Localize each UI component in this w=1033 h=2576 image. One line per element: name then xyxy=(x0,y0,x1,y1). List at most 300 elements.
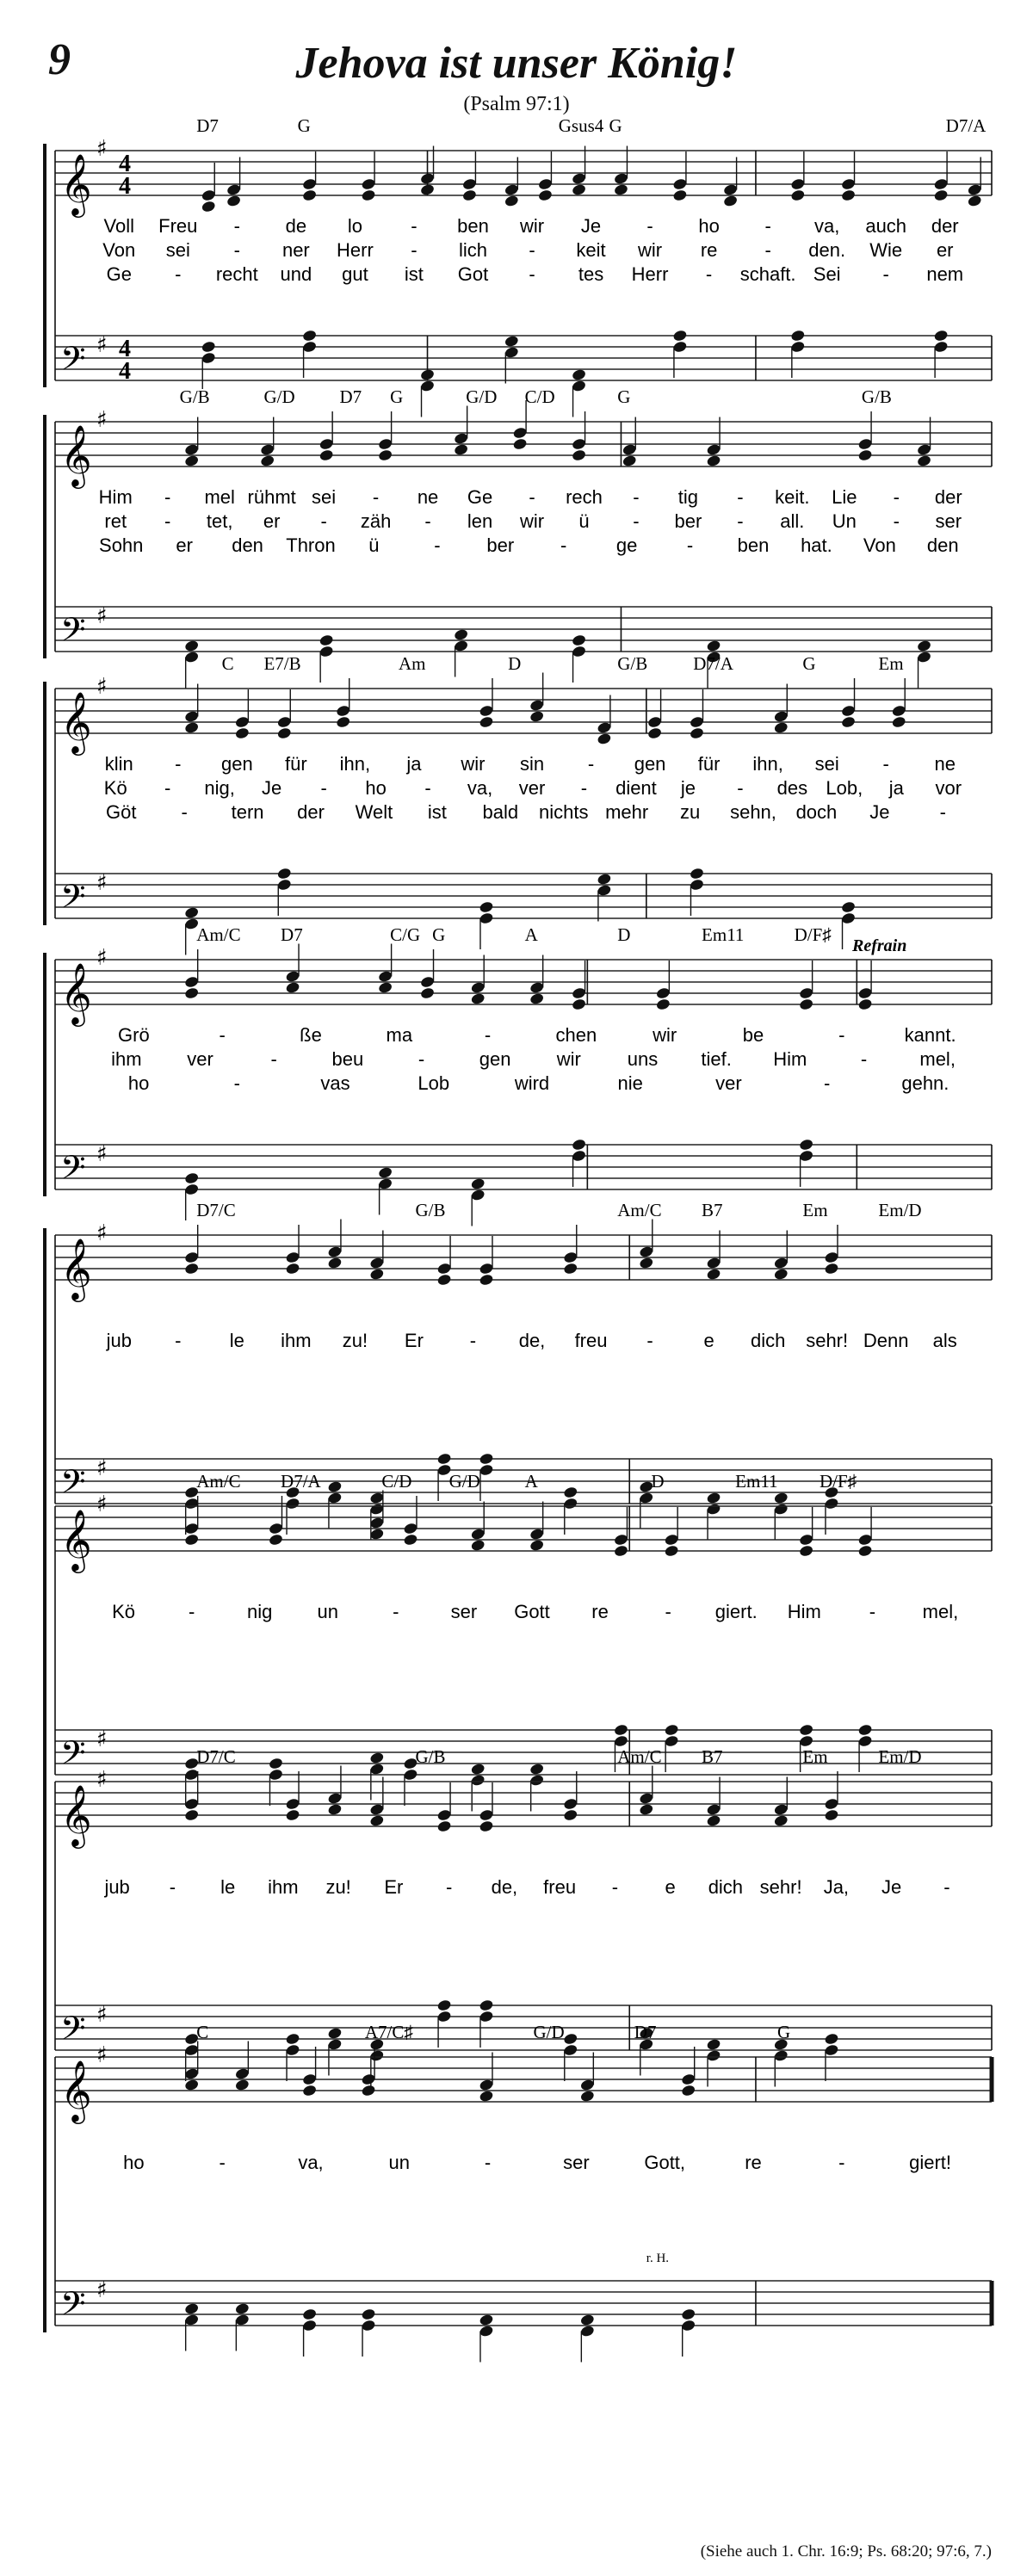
lyric-syllable: Ge xyxy=(467,486,493,508)
lyric-syllable: - xyxy=(175,753,182,775)
note-head xyxy=(799,998,814,1010)
lyric-syllable: nichts xyxy=(538,801,589,823)
treble-clef: 𝄞 xyxy=(60,152,92,215)
note-head xyxy=(706,1814,721,1827)
note-head xyxy=(234,715,250,728)
lyric-syllable: Kö xyxy=(112,1601,135,1622)
lyric-syllable: ret xyxy=(104,510,127,532)
lyric-syllable: kannt. xyxy=(904,1024,956,1046)
lyric-syllable: Sohn xyxy=(99,534,144,556)
lyric-syllable: sei xyxy=(165,239,190,261)
lyric-syllable: ja xyxy=(406,753,422,775)
note-head xyxy=(184,2067,200,2080)
lyric-syllable: - xyxy=(882,263,889,285)
psalm-reference: (Psalm 97:1) xyxy=(463,93,570,115)
lyric-syllable: de, xyxy=(491,1876,518,1898)
chord-symbol: G/D xyxy=(448,1471,480,1492)
lyric-syllable: Him xyxy=(98,486,133,508)
note-head xyxy=(857,1544,873,1557)
note-head xyxy=(579,2079,595,2091)
lyric-syllable: mel, xyxy=(922,1601,959,1622)
note-head xyxy=(327,2038,343,2051)
note-head xyxy=(302,177,318,190)
chord-symbol: D/F♯ xyxy=(794,924,832,945)
key-signature-sharp: ♯ xyxy=(96,2042,108,2068)
note-head xyxy=(302,329,318,342)
note-head xyxy=(184,1522,200,1535)
time-signature-top: 4 xyxy=(119,151,131,177)
note-head xyxy=(378,970,393,983)
note-head xyxy=(479,2010,494,2023)
bass-clef: 𝄢 xyxy=(60,877,86,924)
note-head xyxy=(773,2049,789,2062)
lyric-syllable: doch xyxy=(795,801,838,823)
note-head xyxy=(672,329,688,342)
lyric-syllable: tet, xyxy=(206,510,233,532)
lyric-syllable: - xyxy=(484,1024,492,1046)
note-head xyxy=(285,1797,300,1810)
lyric-syllable: Welt xyxy=(355,801,393,823)
note-head xyxy=(614,183,629,196)
note-head xyxy=(538,188,554,201)
note-head xyxy=(706,443,721,456)
note-head xyxy=(597,732,612,745)
lyric-syllable: - xyxy=(411,215,418,237)
chord-symbol: Am/C xyxy=(196,924,241,945)
note-head xyxy=(378,981,393,994)
lyric-syllable: ser xyxy=(450,1601,478,1622)
note-head xyxy=(479,1262,494,1275)
note-head xyxy=(799,1723,814,1736)
note-head xyxy=(369,2049,385,2062)
time-signature-top: 4 xyxy=(119,336,131,362)
chord-symbol: B7 xyxy=(702,1200,723,1220)
note-head xyxy=(184,639,200,652)
lyric-syllable: wir xyxy=(461,753,486,775)
note-head xyxy=(436,1262,452,1275)
lyric-syllable: len xyxy=(467,510,493,532)
lyric-syllable: - xyxy=(893,510,900,532)
lyric-syllable: - xyxy=(611,1876,619,1898)
note-head xyxy=(369,1803,385,1816)
note-head xyxy=(285,981,300,994)
lyric-syllable: de, xyxy=(518,1330,546,1351)
note-head xyxy=(319,448,334,461)
lyric-syllable: Je xyxy=(869,801,890,823)
lyric-syllable: - xyxy=(233,239,240,261)
note-head xyxy=(572,380,587,392)
note-head xyxy=(504,195,519,207)
lyric-syllable: auch xyxy=(865,215,907,237)
lyric-syllable: Him xyxy=(787,1601,821,1622)
bass-clef: 𝄢 xyxy=(60,2009,86,2055)
lyric-syllable: - xyxy=(393,1601,399,1622)
note-head xyxy=(403,1768,418,1781)
note-head xyxy=(403,1533,418,1546)
lyric-syllable: - xyxy=(529,239,535,261)
lyric-syllable: jub xyxy=(104,1876,130,1898)
note-head xyxy=(967,195,982,207)
note-head xyxy=(773,1268,789,1281)
note-head xyxy=(824,2032,839,2045)
lyric-syllable: nie xyxy=(617,1072,643,1094)
note-head xyxy=(572,437,587,450)
lyric-syllable: Von xyxy=(102,239,136,261)
lyric-syllable: nem xyxy=(926,263,964,285)
note-head xyxy=(276,715,292,728)
note-head xyxy=(361,2307,376,2320)
note-head xyxy=(234,726,250,739)
note-head xyxy=(234,2079,250,2091)
lyric-syllable: Von xyxy=(863,534,896,556)
note-head xyxy=(327,2027,343,2040)
lyric-syllable: wir xyxy=(519,510,545,532)
note-head xyxy=(664,1723,679,1736)
treble-clef: 𝄞 xyxy=(60,1783,92,1846)
note-head xyxy=(184,1768,200,1781)
lyric-syllable: dich xyxy=(708,1876,744,1898)
lyric-syllable: le xyxy=(229,1330,244,1351)
lyric-syllable: chen xyxy=(555,1024,597,1046)
note-head xyxy=(512,437,528,450)
lyric-syllable: ho xyxy=(123,2152,145,2173)
note-head xyxy=(184,2313,200,2326)
lyric-syllable: ja xyxy=(888,777,904,799)
lyric-syllable: Er xyxy=(384,1876,404,1898)
lyric-syllable: sin xyxy=(519,753,545,775)
note-head xyxy=(184,1533,200,1546)
note-head xyxy=(672,177,688,190)
treble-clef: 𝄞 xyxy=(60,2059,92,2122)
note-head xyxy=(369,1257,385,1269)
note-head xyxy=(824,1251,839,1263)
lyric-syllable: zu xyxy=(679,801,701,823)
note-head xyxy=(361,2073,376,2085)
note-head xyxy=(184,443,200,456)
note-head xyxy=(461,188,477,201)
lyric-syllable: Je xyxy=(580,215,602,237)
lyric-syllable: der xyxy=(297,801,325,823)
note-head xyxy=(841,911,857,924)
chord-symbol: B7 xyxy=(702,1746,723,1767)
note-head xyxy=(479,2313,494,2326)
note-head xyxy=(857,1723,873,1736)
treble-clef: 𝄞 xyxy=(60,1508,92,1571)
lyric-syllable: - xyxy=(219,2152,226,2173)
note-head xyxy=(260,454,275,467)
note-head xyxy=(184,2043,200,2056)
note-head xyxy=(538,177,554,190)
note-head xyxy=(614,1723,629,1736)
note-head xyxy=(529,1763,545,1776)
lyric-syllable: - xyxy=(233,215,240,237)
note-head xyxy=(327,1792,343,1805)
lyric-syllable: - xyxy=(860,1048,868,1070)
note-head xyxy=(579,2313,595,2326)
lyric-syllable: be xyxy=(742,1024,764,1046)
chord-symbol: D7 xyxy=(281,924,303,945)
lyric-syllable: e xyxy=(665,1876,676,1898)
note-head xyxy=(226,183,242,196)
key-signature-sharp: ♯ xyxy=(96,407,108,433)
note-head xyxy=(420,172,436,185)
key-signature-sharp: ♯ xyxy=(96,136,108,162)
lyric-syllable: tern xyxy=(231,801,264,823)
note-head xyxy=(454,443,469,456)
note-head xyxy=(369,1763,385,1776)
note-head xyxy=(336,704,351,717)
note-head xyxy=(436,1998,452,2011)
note-head xyxy=(201,340,216,353)
lyric-syllable: - xyxy=(838,2152,845,2173)
chord-symbol: Em/D xyxy=(878,1200,922,1220)
note-head xyxy=(579,2090,595,2103)
note-head xyxy=(647,726,663,739)
key-signature-sharp: ♯ xyxy=(96,2002,108,2028)
lyric-syllable: sei xyxy=(814,753,839,775)
lyric-syllable: Sei xyxy=(813,263,841,285)
lyric-syllable: ben xyxy=(737,534,770,556)
note-head xyxy=(470,981,486,994)
lyric-syllable: beu xyxy=(331,1048,364,1070)
note-head xyxy=(436,1819,452,1832)
note-head xyxy=(403,1522,418,1535)
lyric-syllable: Herr xyxy=(337,239,374,261)
lyric-syllable: - xyxy=(270,1048,277,1070)
note-head xyxy=(706,1257,721,1269)
note-head xyxy=(799,1533,814,1546)
lyric-syllable: Herr xyxy=(631,263,669,285)
lyric-syllable: - xyxy=(633,486,640,508)
note-head xyxy=(327,1480,343,1493)
note-head xyxy=(184,1497,200,1510)
note-head xyxy=(655,986,671,999)
chord-symbol: Am/C xyxy=(617,1746,662,1767)
lyric-syllable: - xyxy=(646,215,653,237)
lyric-syllable: le xyxy=(220,1876,236,1898)
key-signature-sharp: ♯ xyxy=(96,1220,108,1246)
lyric-syllable: Kö xyxy=(103,777,127,799)
note-head xyxy=(302,2307,318,2320)
lyric-syllable: ße xyxy=(300,1024,322,1046)
chord-symbol: D7 xyxy=(634,2022,657,2042)
note-head xyxy=(184,2079,200,2091)
lyric-syllable: ihm xyxy=(268,1876,299,1898)
note-head xyxy=(276,726,292,739)
note-head xyxy=(369,1517,385,1529)
note-head xyxy=(479,1819,494,1832)
note-head xyxy=(512,426,528,439)
note-head xyxy=(184,721,200,734)
note-head xyxy=(436,1452,452,1465)
note-head xyxy=(479,2325,494,2338)
lyric-syllable: schaft. xyxy=(739,263,796,285)
chord-symbol: Em xyxy=(802,1746,828,1767)
lyric-syllable: mel, xyxy=(919,1048,956,1070)
lyric-syllable: ne xyxy=(417,486,439,508)
note-head xyxy=(504,346,519,359)
chord-symbol: Am/C xyxy=(196,1471,241,1492)
chord-symbol: E7/B xyxy=(263,653,301,674)
lyric-syllable: er xyxy=(936,239,954,261)
note-head xyxy=(201,188,216,201)
lyric-syllable: uns xyxy=(627,1048,659,1070)
note-head xyxy=(479,715,494,728)
note-head xyxy=(184,975,200,988)
lyric-syllable: zu! xyxy=(325,1876,351,1898)
chord-symbol: Gsus4 xyxy=(558,115,604,136)
key-signature-sharp: ♯ xyxy=(96,1455,108,1481)
note-head xyxy=(184,1171,200,1184)
note-head xyxy=(706,2038,721,2051)
key-signature-sharp: ♯ xyxy=(96,2277,108,2303)
chord-symbol: D xyxy=(508,653,522,674)
note-head xyxy=(597,721,612,734)
note-head xyxy=(824,1808,839,1821)
chord-symbol: D7/A xyxy=(281,1471,321,1492)
chord-symbol: G/B xyxy=(179,386,210,407)
lyric-syllable: wir xyxy=(638,239,663,261)
note-head xyxy=(285,1251,300,1263)
lyric-syllable: ihm xyxy=(111,1048,142,1070)
note-head xyxy=(470,1539,486,1552)
lyric-syllable: als xyxy=(932,1330,957,1351)
note-head xyxy=(690,867,705,880)
chord-symbol: D7/C xyxy=(196,1746,236,1767)
lyric-syllable: gehn. xyxy=(901,1072,949,1094)
lyric-syllable: - xyxy=(737,486,744,508)
note-head xyxy=(614,1533,629,1546)
note-head xyxy=(285,970,300,983)
lyric-syllable: - xyxy=(233,1072,240,1094)
lyric-syllable: tig xyxy=(677,486,699,508)
lyric-syllable: jub xyxy=(106,1330,132,1351)
lyric-syllable: und xyxy=(280,263,312,285)
note-head xyxy=(184,1808,200,1821)
note-head xyxy=(579,2325,595,2338)
lyric-syllable: - xyxy=(869,1601,876,1622)
lyric-syllable: - xyxy=(580,777,588,799)
chord-symbol: G/B xyxy=(617,653,648,674)
lyric-syllable: - xyxy=(411,239,418,261)
note-head xyxy=(572,172,587,185)
note-head xyxy=(479,900,494,913)
note-head xyxy=(572,645,587,658)
note-head xyxy=(672,188,688,201)
lyric-syllable: ner xyxy=(281,239,310,261)
lyric-syllable: re xyxy=(700,239,718,261)
bass-clef: 𝄢 xyxy=(60,1462,86,1509)
chord-symbol: G/B xyxy=(861,386,892,407)
note-head xyxy=(420,380,436,392)
lyric-syllable: ü xyxy=(368,534,380,556)
chord-symbol: G/D xyxy=(466,386,498,407)
chord-symbol: G/B xyxy=(415,1746,446,1767)
lyric-syllable: Him xyxy=(773,1048,807,1070)
note-head xyxy=(824,1797,839,1810)
note-head xyxy=(773,721,789,734)
lyric-syllable: wir xyxy=(556,1048,581,1070)
note-head xyxy=(799,986,814,999)
note-head xyxy=(470,1189,486,1202)
lyric-syllable: klin xyxy=(104,753,133,775)
lyric-syllable: - xyxy=(169,1876,176,1898)
chord-symbol: C xyxy=(196,2022,209,2042)
lyric-syllable: Gott xyxy=(514,1601,550,1622)
lyric-syllable: - xyxy=(686,534,694,556)
note-head xyxy=(597,873,612,886)
note-head xyxy=(773,1803,789,1816)
chord-symbol: C/D xyxy=(381,1471,412,1492)
right-hand-marking: r. H. xyxy=(646,2252,670,2265)
note-head xyxy=(841,715,857,728)
note-head xyxy=(479,2079,494,2091)
lyric-syllable: - xyxy=(939,801,946,823)
note-head xyxy=(454,628,469,641)
note-head xyxy=(285,1497,300,1510)
note-head xyxy=(857,986,873,999)
note-head xyxy=(276,878,292,891)
lyric-syllable: ber xyxy=(486,534,515,556)
note-head xyxy=(706,1492,721,1504)
key-signature-sharp: ♯ xyxy=(96,1141,108,1167)
note-head xyxy=(664,1533,679,1546)
note-head xyxy=(917,443,932,456)
note-head xyxy=(563,2032,578,2045)
note-head xyxy=(479,1998,494,2011)
lyric-syllable: wir xyxy=(653,1024,677,1046)
note-head xyxy=(378,1166,393,1179)
lyric-syllable: hat. xyxy=(801,534,832,556)
lyric-syllable: er xyxy=(176,534,193,556)
note-head xyxy=(269,1757,284,1770)
key-signature-sharp: ♯ xyxy=(96,1492,108,1517)
note-head xyxy=(184,454,200,467)
note-head xyxy=(327,1803,343,1816)
lyric-syllable: zäh xyxy=(360,510,392,532)
chord-symbol: C/G xyxy=(390,924,421,945)
note-head xyxy=(454,639,469,652)
lyric-syllable: vas xyxy=(320,1072,350,1094)
lyric-syllable: - xyxy=(418,1048,425,1070)
lyric-syllable: nig xyxy=(247,1601,273,1622)
note-head xyxy=(933,188,949,201)
lyric-syllable: recht xyxy=(215,263,258,285)
note-head xyxy=(563,1808,578,1821)
note-head xyxy=(857,437,873,450)
lyric-syllable: gut xyxy=(342,263,368,285)
lyric-syllable: rech xyxy=(566,486,603,508)
lyric-syllable: - xyxy=(943,1876,950,1898)
chord-symbol: C/D xyxy=(524,386,555,407)
lyric-syllable: - xyxy=(424,510,431,532)
chord-symbol: G/D xyxy=(263,386,295,407)
note-head xyxy=(664,1544,679,1557)
note-head xyxy=(655,998,671,1010)
note-head xyxy=(563,1251,578,1263)
note-head xyxy=(790,188,806,201)
note-head xyxy=(319,633,334,646)
note-head xyxy=(420,975,436,988)
refrain-label: Refrain xyxy=(852,936,907,955)
lyric-syllable: - xyxy=(665,1601,671,1622)
lyric-syllable: Je xyxy=(881,1876,902,1898)
key-signature-sharp: ♯ xyxy=(96,603,108,629)
lyric-syllable: Göt xyxy=(105,801,137,823)
note-head xyxy=(706,1268,721,1281)
lyric-syllable: - xyxy=(764,215,771,237)
lyric-syllable: lo xyxy=(347,215,362,237)
